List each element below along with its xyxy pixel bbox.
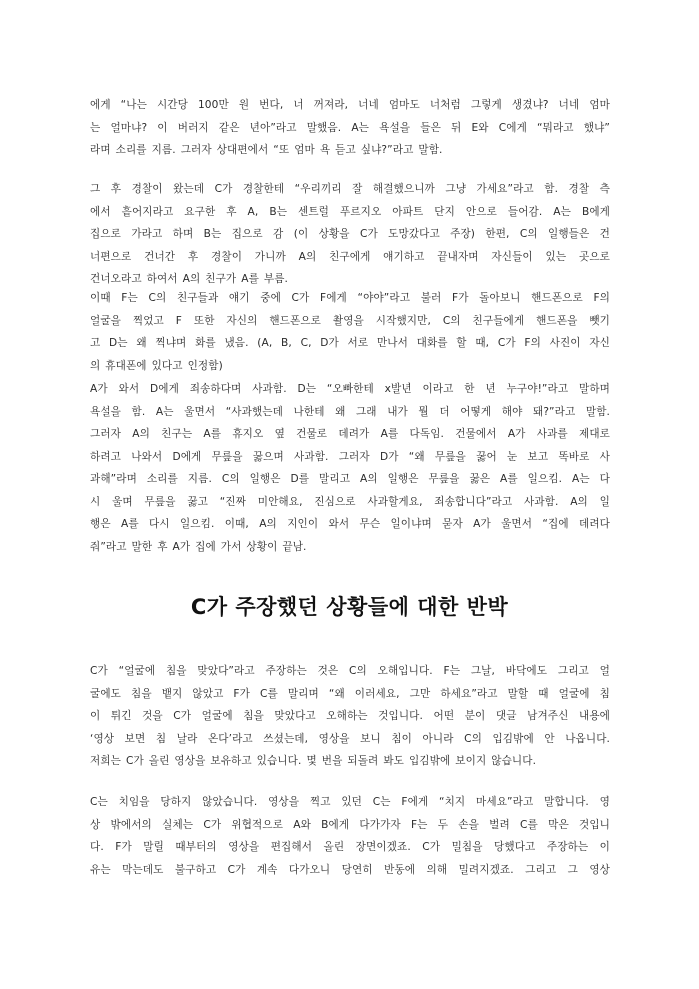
paragraph-spit-rebuttal [90, 660, 610, 773]
text-line: 집으로 가라고 하며 B는 집으로 감 (이 상황을 C가 도망갔다고 주장) 한편, C의 일행들은 건 [90, 228, 610, 240]
text-line: 이 튀긴 것을 C가 얼굴에 침을 맞았다고 오해하는 것입니다. 어떤 분이 댓글 남겨주신 내용에 [90, 710, 610, 722]
paragraph-apology [90, 378, 610, 558]
text-line: 하려고 나와서 D에게 무릎을 꿇으며 사과함. 그러자 D가 “왜 무릎을 꿇어 눈 보고 똑바로 사 [90, 450, 610, 463]
text-line: 시 울며 무릎을 꿇고 “진짜 미안해요, 진심으로 사과할게요, 죄송합니다”라고 사과함. A의 일 [90, 495, 610, 508]
text-line: 고 D는 왜 찍냐며 화를 냈음. (A, B, C, D가 서로 만나서 대화를 할 때, C가 F의 사진이 자신 [90, 337, 610, 349]
text-line: 이때 F는 C의 친구들과 얘기 중에 C가 F에게 “야야”라고 불러 F가 돌아보니 핸드폰으로 F의 [90, 292, 610, 304]
text-line: 과해”라며 소리를 지름. C의 일행은 D를 말리고 A의 일행은 무릎을 꿇은 A를 일으킴. A는 다 [90, 473, 610, 485]
text-line: C가 “얼굴에 침을 맞았다”라고 주장하는 것은 C의 오해입니다. F는 그날, 바닥에도 그리고 얼 [90, 665, 610, 677]
text-line: 굴에도 침을 뱉지 않았고 F가 C를 말리며 “왜 이러세요, 그만 하세요”라고 말할 때 얼굴에 침 [90, 687, 610, 700]
text-line: 에서 흩어지라고 요구한 후 A, B는 센트럴 푸르지오 아파트 단지 안으로 들어감. A는 B에게 [90, 205, 610, 218]
text-line: 얼굴을 찍었고 F 또한 자신의 핸드폰으로 촬영을 시작했지만, C의 친구들에게 핸드폰을 뺏기 [90, 314, 610, 327]
text-line: 저희는 C가 올린 영상을 보유하고 있습니다. 몇 번을 되돌려 봐도 입김밖에 보이지 않습니다. [90, 755, 537, 767]
section-heading: C가 주장했던 상황들에 대한 반박 [190, 595, 509, 619]
text-line: 욕설을 함. A는 울면서 “사과했는데 나한테 왜 그래 내가 뭘 더 어떻게 해야 돼?”라고 말함. [90, 405, 610, 418]
text-line: 라며 소리를 지름. 그러자 상대편에서 “또 엄마 욕 듣고 싶냐?”라고 말함. [90, 144, 443, 156]
text-line: 에게 “나는 시간당 100만 원 번다, 너 꺼져라, 너네 엄마도 너처럼 그렇게 생겼냐? 너네 엄마 [90, 99, 610, 111]
text-line: A가 와서 D에게 죄송하다며 사과함. D는 “오빠한테 x발년 이라고 한 년 누구야!”라고 말하며 [90, 383, 610, 395]
text-line: 그 후 경찰이 왔는데 C가 경찰한테 “우리끼리 잘 해결했으니까 그냥 가세요”라고 함. 경찰 측 [90, 183, 610, 195]
text-line: 상 밖에서의 실체는 C가 위협적으로 A와 B에게 다가가자 F는 두 손을 벌려 C를 막은 것입니 [90, 818, 610, 831]
text-line: 의 휴대폰에 있다고 인정함) [90, 359, 223, 372]
paragraph-phone-filming [90, 287, 610, 377]
text-line: 줘”라고 말한 후 A가 집에 가서 상황이 끝남. [90, 540, 307, 553]
paragraph-push-rebuttal [90, 791, 610, 881]
text-line: 다. F가 말릴 때부터의 영상을 편집해서 올린 장면이겠죠. C가 밀침을 당했다고 주장하는 이 [90, 841, 610, 853]
text-line: ‘영상 보면 침 날라 온다’라고 쓰셨는데, 영상을 보니 침이 아니라 C의 입김밖에 안 나옵니다. [90, 732, 610, 745]
paragraph-police-arrival [90, 178, 610, 291]
text-line: 그러자 A의 친구는 A를 휴지오 옆 건물로 데려가 A를 다독임. 건물에서 A가 사과를 제대로 [90, 428, 610, 440]
text-line: 행은 A를 다시 일으킴. 이때, A의 지인이 와서 무슨 일이냐며 묻자 A가 울면서 “집에 데려다 [90, 518, 610, 530]
paragraph-insult-exchange [90, 94, 610, 162]
text-line: 건너오라고 하여서 A의 친구가 A를 부름. [90, 273, 289, 285]
text-line: C는 치임을 당하지 않았습니다. 영상을 찍고 있던 C는 F에게 “치지 마세요”라고 말합니다. 영 [90, 796, 610, 808]
text-line: 는 얼마냐? 이 버러지 같은 년아”라고 말했음. A는 욕설을 들은 뒤 E와 C에게 “뭐라고 했냐” [90, 121, 610, 134]
text-line: 너편으로 건너간 후 경찰이 가니까 A의 친구에게 얘기하고 끝내자며 자신들이 있는 곳으로 [90, 250, 610, 263]
text-line: 유는 막는데도 불구하고 C가 계속 다가오니 당연히 반동에 의해 밀려지겠죠. 그리고 그 영상 [90, 863, 610, 876]
